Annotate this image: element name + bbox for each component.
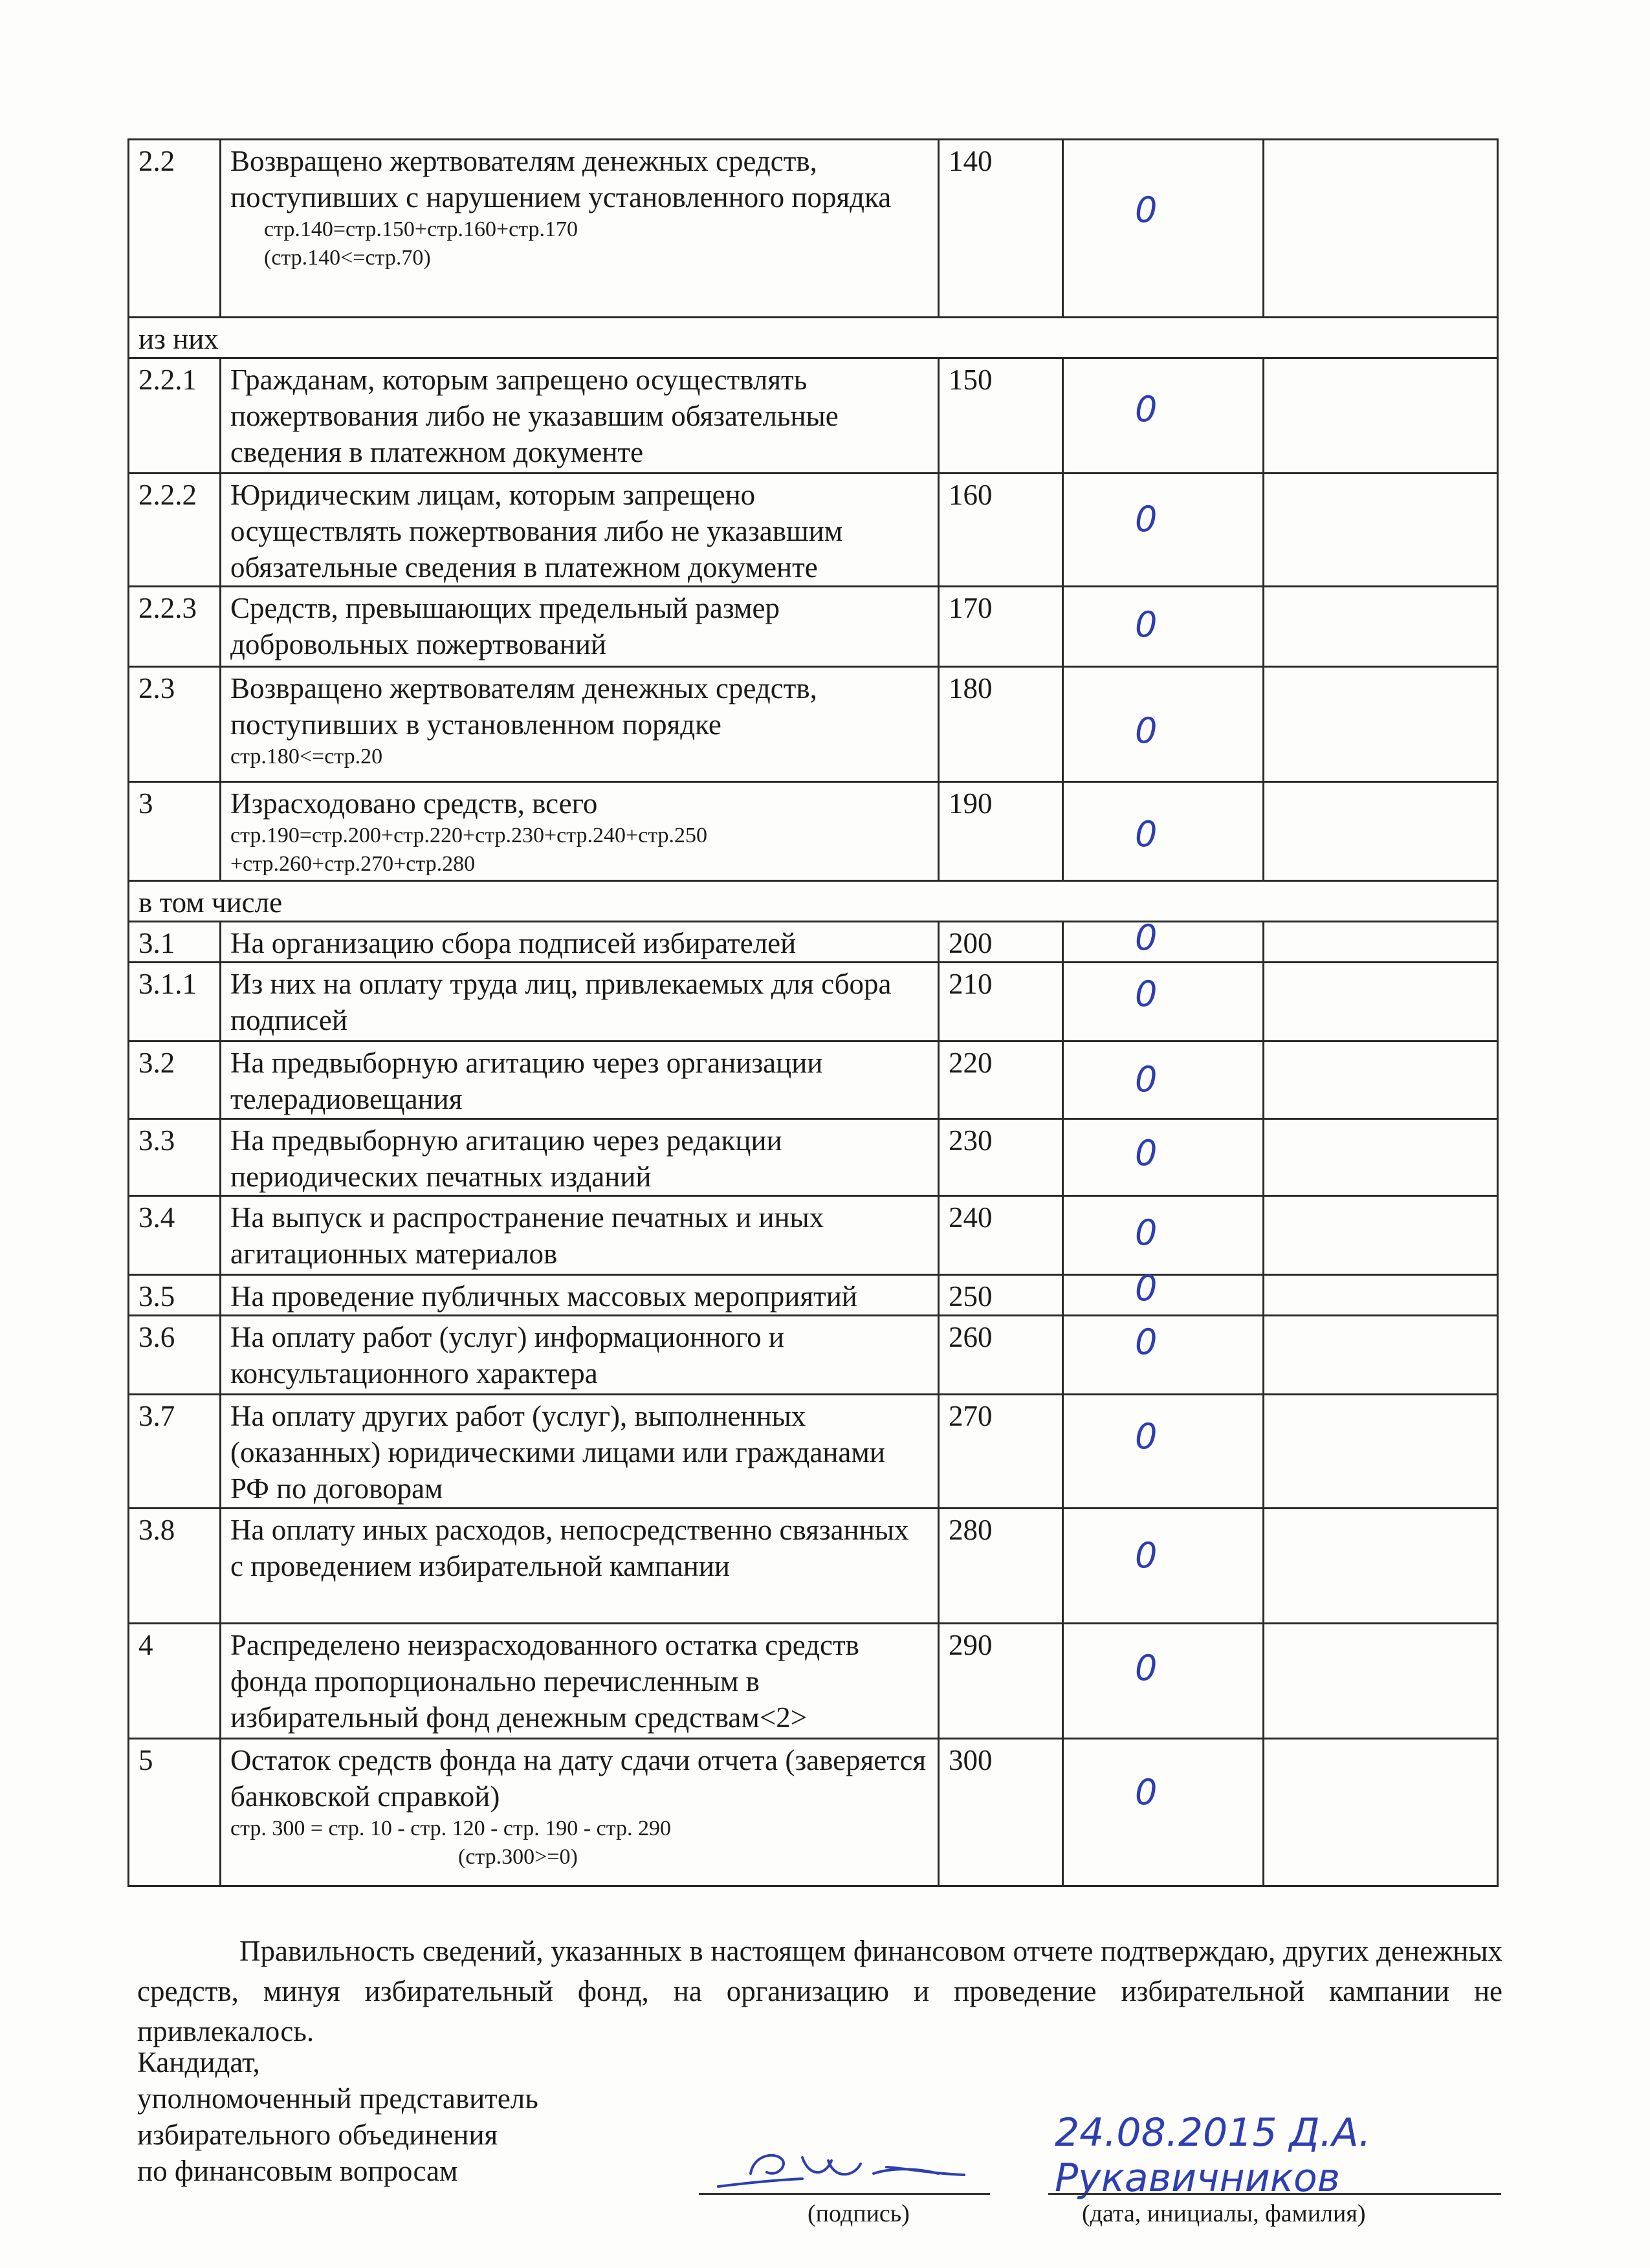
signer-line: Кандидат, [137,2046,260,2078]
empty-cell [1264,1119,1498,1196]
row-formula: (стр.140<=стр.70) [264,246,431,270]
handwritten-value: 0 [1135,389,1158,430]
group-label: в том числе [129,881,1498,922]
empty-cell [1264,667,1498,782]
empty-cell [1264,1316,1498,1395]
row-title: На предвыборную агитацию через организации телерадиовещания [221,1041,939,1119]
table-row [129,140,1498,318]
empty-cell [1264,782,1498,881]
empty-cell [1264,1739,1498,1886]
row-code: 300 [939,1739,1063,1886]
table-row [129,881,1498,922]
row-title: На выпуск и распространение печатных и иных агитационных материалов [221,1196,939,1275]
row-formula: (стр.300>=0) [458,1845,578,1869]
table-row [129,922,1498,963]
handwritten-value: 0 [1135,190,1158,230]
row-formula: стр.140=стр.150+стр.160+стр.170 [264,217,578,241]
row-title: Израсходовано средств, всего [230,787,598,820]
row-code: 270 [939,1395,1063,1509]
empty-cell [1264,1624,1498,1739]
table-row [129,358,1498,474]
row-formula: стр. 300 = стр. 10 - стр. 120 - стр. 190 - стр. 290 [230,1816,671,1840]
handwritten-value: 0 [1135,710,1158,751]
row-code: 140 [939,140,1063,318]
row-number: 3.1 [129,922,221,963]
row-code: 160 [939,474,1063,587]
signature-scribble [705,2128,1009,2199]
signature-line [699,2193,990,2195]
row-code: 280 [939,1509,1063,1624]
signer-line: по финансовым вопросам [137,2155,458,2187]
row-number: 3.2 [129,1041,221,1119]
row-title: На организацию сбора подписей избирателей [221,922,939,963]
table-row [129,782,1498,881]
row-title: На оплату других работ (услуг), выполненных (оказанных) юридическими лицами или гражданами РФ по договорам [221,1395,939,1509]
row-formula: +стр.260+стр.270+стр.280 [230,852,476,876]
row-title: Юридическим лицам, которым запрещено осуществлять пожертвования либо не указавшим обязательные сведения в платежном документе [221,474,939,587]
handwritten-value: 0 [1135,974,1158,1014]
handwritten-value: 0 [1135,1648,1158,1688]
row-title: На оплату работ (услуг) информационного и консультационного характера [221,1316,939,1395]
date-name-caption: (дата, инициалы, фамилия) [1082,2200,1366,2227]
confirmation-paragraph: Правильность сведений, указанных в настоящем финансовом отчете подтверждаю, других денежных средств, минуя избирательный фонд, на организацию и проведение избирательной кампании не привлекалось. [137,1935,1502,2047]
empty-cell [1264,1395,1498,1509]
row-code: 180 [939,667,1063,782]
table-row [129,1739,1498,1886]
table-row [129,1509,1498,1624]
row-number: 4 [129,1624,221,1739]
handwritten-value: 0 [1135,1212,1158,1253]
empty-cell [1264,1041,1498,1119]
row-number: 2.3 [129,667,221,782]
row-formula: стр.190=стр.200+стр.220+стр.230+стр.240+стр.250 [230,823,708,847]
handwritten-value: 0 [1135,1133,1158,1173]
handwritten-value: 0 [1135,499,1158,540]
handwritten-value: 0 [1135,1322,1158,1362]
handwritten-date-name: 24.08.2015 Д.А. Рукавичников [1055,2110,1371,2201]
row-title: Из них на оплату труда лиц, привлекаемых для сбора подписей [221,963,939,1041]
handwritten-value: 0 [1135,917,1158,958]
date-name-line [1048,2193,1501,2195]
row-code: 170 [939,587,1063,667]
table-row [129,1196,1498,1275]
financial-report-table [127,138,1499,1887]
table-row [129,1275,1498,1316]
group-label: из них [129,318,1498,358]
empty-cell [1264,587,1498,667]
empty-cell [1264,140,1498,318]
empty-cell [1264,922,1498,963]
signer-role [137,2044,538,2189]
table-row [129,963,1498,1041]
handwritten-value: 0 [1135,1268,1158,1309]
row-code: 290 [939,1624,1063,1739]
table-row [129,587,1498,667]
empty-cell [1264,1509,1498,1624]
signer-line: уполномоченный представитель [137,2082,538,2115]
handwritten-value: 0 [1135,1535,1158,1576]
row-title: Гражданам, которым запрещено осуществлять пожертвования либо не указавшим обязательные сведения в платежном документе [221,358,939,474]
row-title: На проведение публичных массовых мероприятий [221,1275,939,1316]
row-title: Возвращено жертвователям денежных средств, поступивших с нарушением установленного порядка [230,145,892,213]
table-row [129,1624,1498,1739]
row-title: Распределено неизрасходованного остатка средств фонда пропорционально перечисленным в избирательный фонд денежным средствам<2> [221,1624,939,1739]
row-number: 3.1.1 [129,963,221,1041]
table-row [129,474,1498,587]
row-code: 250 [939,1275,1063,1316]
empty-cell [1264,1275,1498,1316]
row-title: Остаток средств фонда на дату сдачи отчета (заверяется банковской справкой) [230,1744,927,1813]
handwritten-value: 0 [1135,1416,1158,1457]
row-number: 3.4 [129,1196,221,1275]
row-formula: стр.180<=стр.20 [230,745,383,769]
row-number: 3.7 [129,1395,221,1509]
empty-cell [1264,358,1498,474]
handwritten-value: 0 [1135,1772,1158,1813]
row-number: 2.2 [129,140,221,318]
table-row [129,667,1498,782]
row-title: Средств, превышающих предельный размер добровольных пожертвований [221,587,939,667]
row-number: 2.2.2 [129,474,221,587]
row-number: 3.3 [129,1119,221,1196]
handwritten-value: 0 [1135,814,1158,855]
row-code: 190 [939,782,1063,881]
signer-line: избирательного объединения [137,2119,498,2151]
table-row [129,1395,1498,1509]
row-title: На оплату иных расходов, непосредственно связанных с проведением избирательной кампании [221,1509,939,1624]
row-number: 3.8 [129,1509,221,1624]
empty-cell [1264,963,1498,1041]
table-row [129,1041,1498,1119]
row-number: 3 [129,782,221,881]
row-number: 2.2.1 [129,358,221,474]
row-code: 220 [939,1041,1063,1119]
table-row [129,318,1498,358]
row-code: 150 [939,358,1063,474]
row-code: 260 [939,1316,1063,1395]
row-number: 2.2.3 [129,587,221,667]
row-code: 240 [939,1196,1063,1275]
handwritten-value: 0 [1135,604,1158,645]
row-number: 3.5 [129,1275,221,1316]
row-title: Возвращено жертвователям денежных средств, поступивших в установленном порядке [230,672,817,741]
signature-caption: (подпись) [808,2200,910,2227]
empty-cell [1264,1196,1498,1275]
table-row [129,1119,1498,1196]
handwritten-value: 0 [1135,1059,1158,1100]
row-number: 3.6 [129,1316,221,1395]
row-code: 210 [939,963,1063,1041]
row-number: 5 [129,1739,221,1886]
table-row [129,1316,1498,1395]
row-code: 200 [939,922,1063,963]
empty-cell [1264,474,1498,587]
row-code: 230 [939,1119,1063,1196]
row-title: На предвыборную агитацию через редакции периодических печатных изданий [221,1119,939,1196]
